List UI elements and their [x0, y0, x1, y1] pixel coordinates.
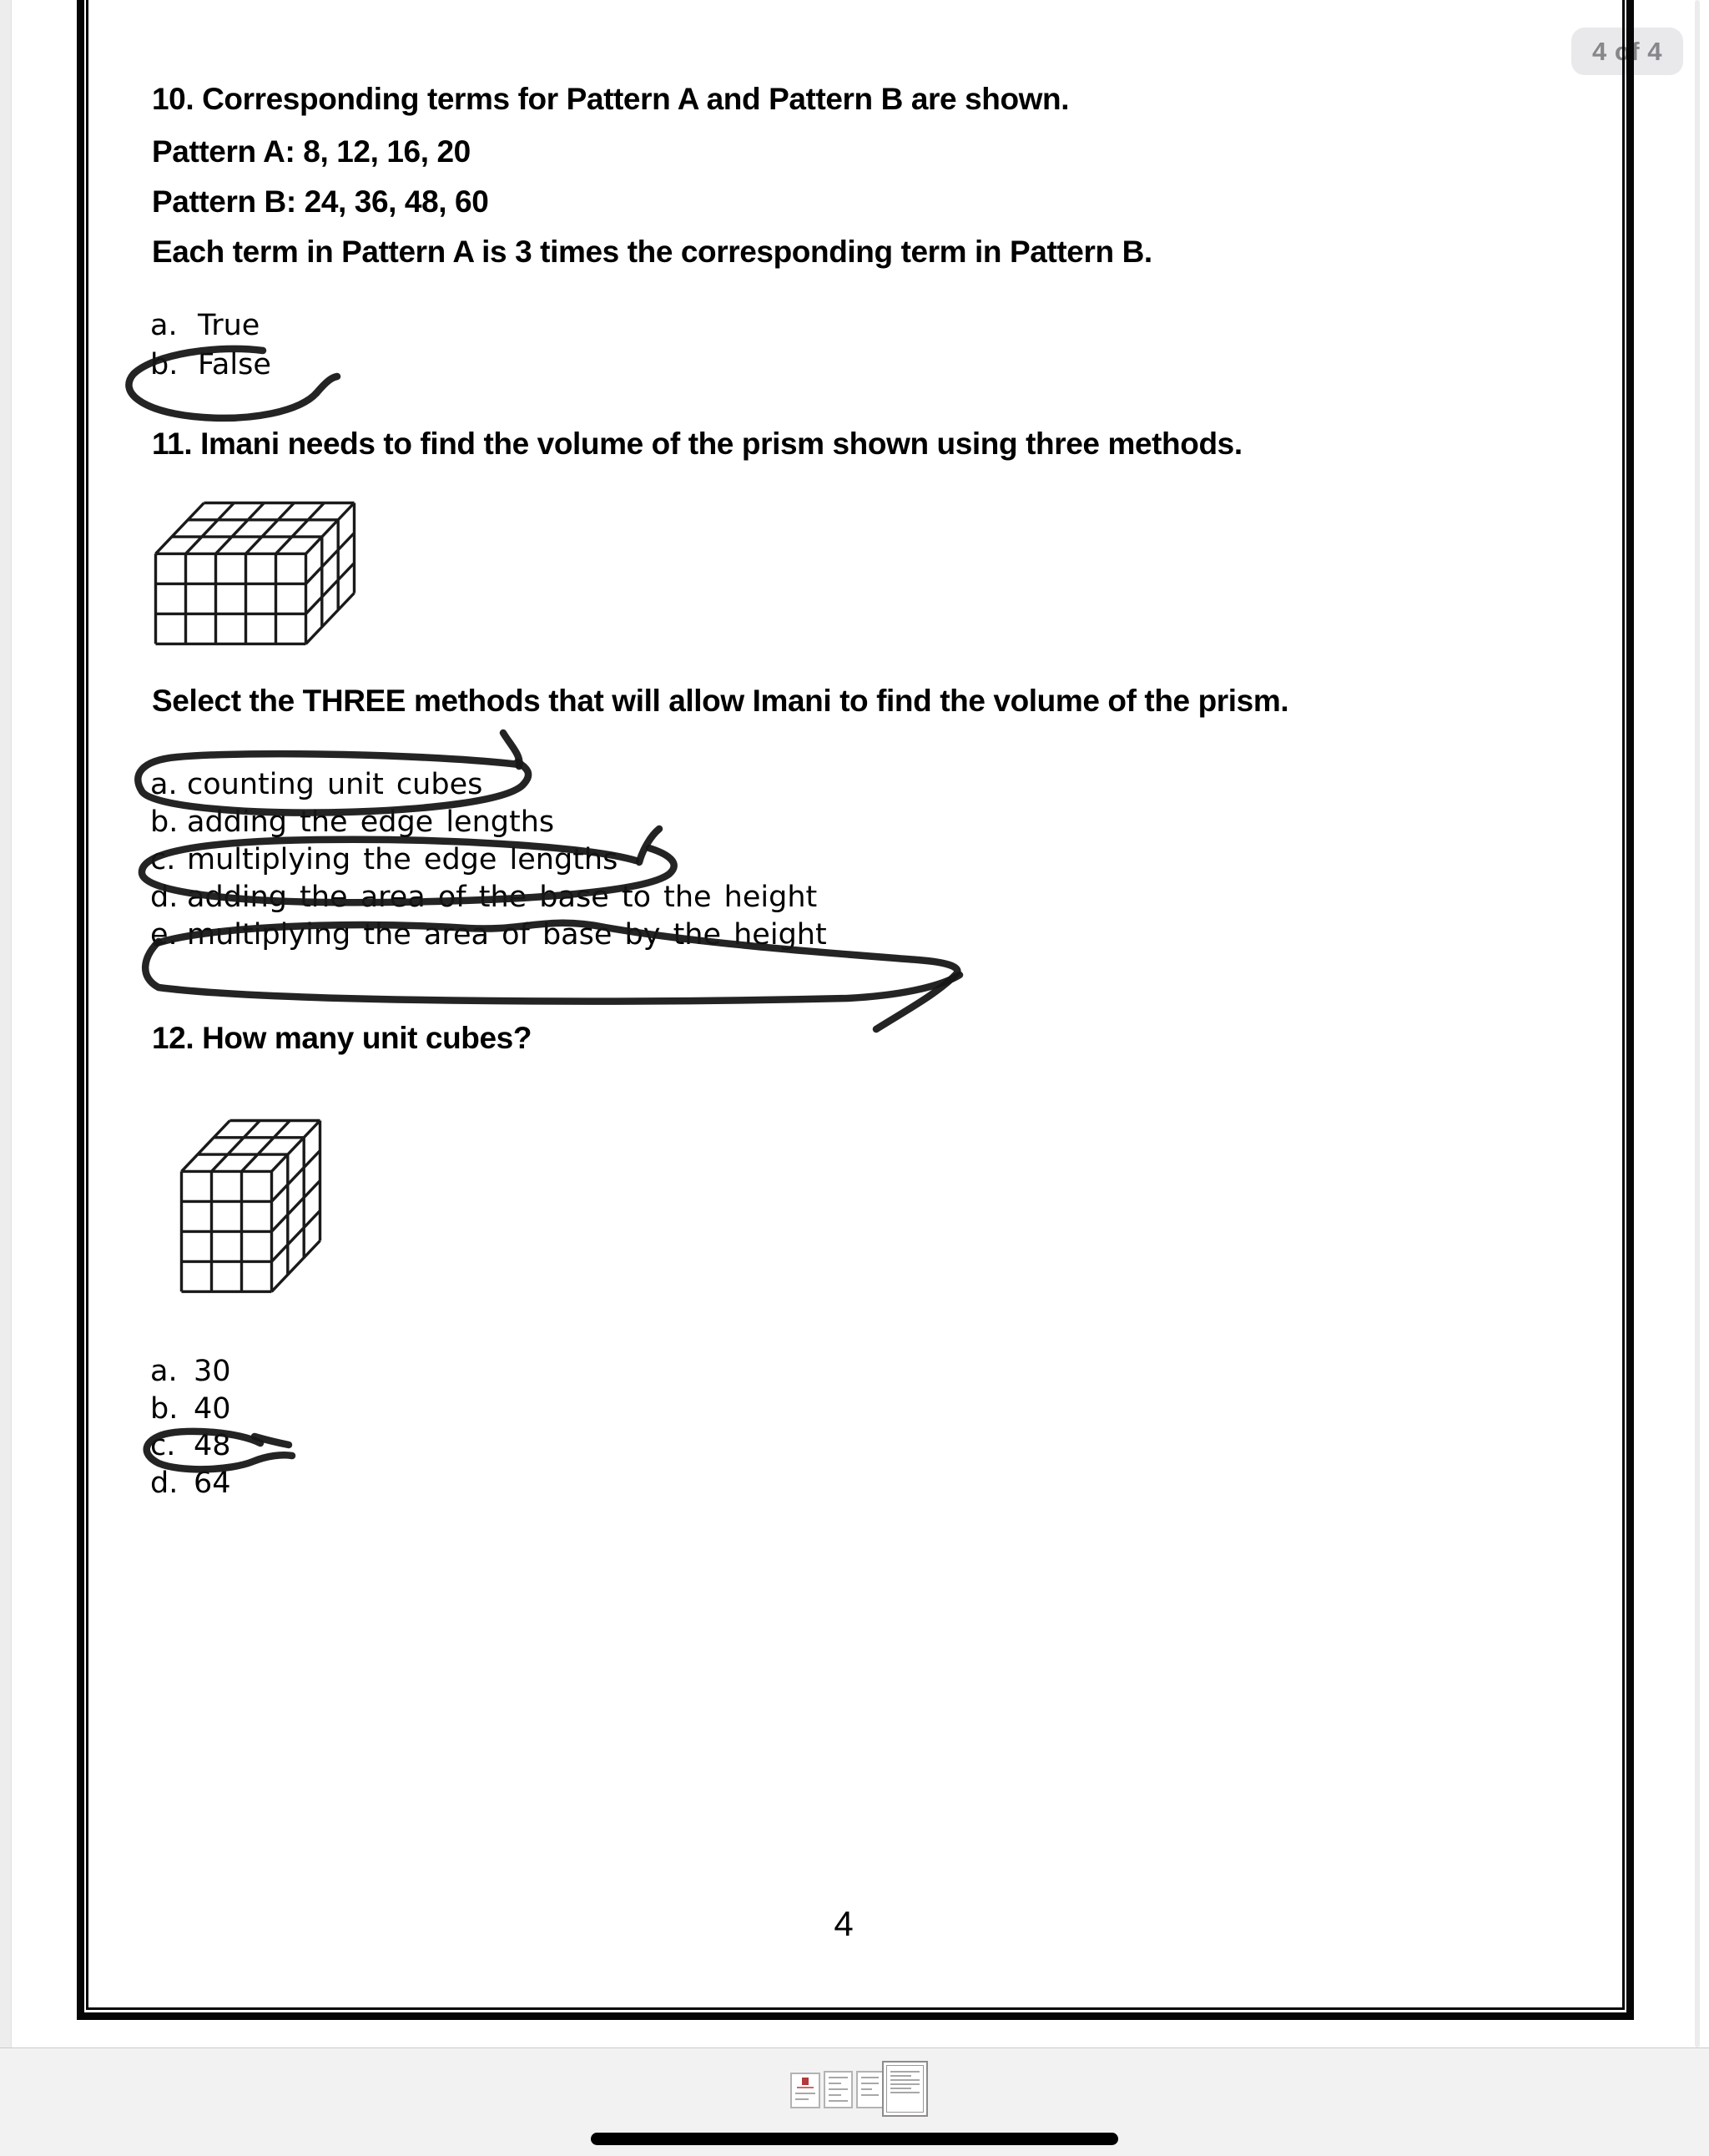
worksheet-inner-border [86, 0, 1625, 2010]
previous-page-edge [0, 0, 12, 2047]
option-text: 48 [194, 1429, 231, 1462]
thumb4-line [890, 2088, 911, 2089]
option-text: True [198, 309, 260, 342]
q11-prompt: Select the THREE methods that will allow Imani to find the volume of the prism. [152, 684, 1289, 718]
option-text: adding the area of the base to the height [187, 881, 818, 914]
option-label: d. [150, 881, 179, 914]
option-label: c. [150, 843, 176, 876]
thumb4-line [890, 2083, 920, 2085]
q10-option-b [150, 348, 271, 381]
q11-title: 11. Imani needs to find the volume of the prism shown using three methods. [152, 427, 1243, 461]
thumb2-line [829, 2083, 841, 2084]
option-text: False [198, 348, 271, 381]
option-label: c. [150, 1429, 176, 1462]
q12-prism-image [179, 1118, 324, 1295]
option-text: adding the edge lengths [187, 805, 555, 839]
option-text: multiplying the edge lengths [187, 843, 618, 876]
thumb3-line [861, 2094, 879, 2096]
ink-circle-q11-c-tail [639, 829, 659, 862]
thumbnail-bar [0, 2047, 1709, 2156]
option-label: b. [150, 1392, 179, 1426]
doc-page-number: 4 [834, 1904, 854, 1943]
option-text: 64 [194, 1467, 231, 1500]
q10-pattern-a: Pattern A: 8, 12, 16, 20 [152, 134, 471, 169]
right-screen-edge [1695, 0, 1700, 2047]
option-label: a. [150, 1355, 178, 1388]
q11-option-c [150, 843, 618, 876]
home-indicator[interactable] [591, 2133, 1118, 2145]
thumb3-line [861, 2077, 879, 2078]
q10-pattern-b: Pattern B: 24, 36, 48, 60 [152, 184, 489, 219]
q11-option-e [150, 918, 827, 952]
option-label: d. [150, 1467, 179, 1500]
thumb2-line [829, 2088, 848, 2090]
q10-statement: Each term in Pattern A is 3 times the corresponding term in Pattern B. [152, 235, 1152, 269]
thumb4-line [890, 2079, 920, 2081]
option-text: 30 [194, 1355, 231, 1388]
q12-option-a [150, 1357, 231, 1386]
option-label: a. [150, 309, 178, 342]
option-label: a. [150, 768, 178, 801]
page-thumbnail-2[interactable] [824, 2071, 853, 2108]
worksheet-outer-border [77, 0, 1634, 2020]
q11-prism-image [153, 500, 358, 647]
page-thumbnail-3[interactable] [856, 2071, 884, 2108]
q11-option-a [150, 770, 482, 800]
thumb4-line [890, 2092, 920, 2093]
q10-option-a [150, 311, 260, 341]
ink-circle-q11-a-tail [503, 733, 519, 766]
q12-title: 12. How many unit cubes? [152, 1021, 532, 1055]
q12-option-b [150, 1392, 231, 1426]
option-text: multiplying the area of base by the height [187, 918, 827, 952]
thumb4-line [890, 2071, 920, 2073]
page-thumbnail-4-current[interactable] [882, 2061, 928, 2117]
thumb2-line [829, 2094, 841, 2096]
thumb4-line [890, 2075, 911, 2077]
q11-option-d [150, 883, 817, 912]
q12-option-c [150, 1431, 231, 1461]
thumb1-line [797, 2087, 814, 2088]
q10-title: 10. Corresponding terms for Pattern A and Pattern B are shown. [152, 82, 1070, 116]
q11-option-b [150, 805, 555, 839]
option-label: b. [150, 348, 179, 381]
option-text: 40 [194, 1392, 231, 1426]
thumb1-line [795, 2098, 809, 2100]
thumb3-line [861, 2083, 879, 2084]
option-label: b. [150, 805, 179, 839]
option-text: counting unit cubes [187, 768, 483, 801]
thumb1-line [795, 2093, 815, 2094]
page-thumbnail-1[interactable] [790, 2073, 820, 2108]
option-label: e. [150, 918, 178, 952]
thumb2-line [829, 2100, 848, 2102]
ink-circle-q12-c-tail [255, 1436, 289, 1445]
thumb4-page [886, 2065, 924, 2113]
thumb1-logo [802, 2078, 809, 2085]
thumb3-line [861, 2088, 872, 2090]
q12-option-d [150, 1469, 231, 1498]
page-indicator-badge: 4 of 4 [1571, 28, 1683, 75]
thumb2-line [829, 2077, 848, 2078]
